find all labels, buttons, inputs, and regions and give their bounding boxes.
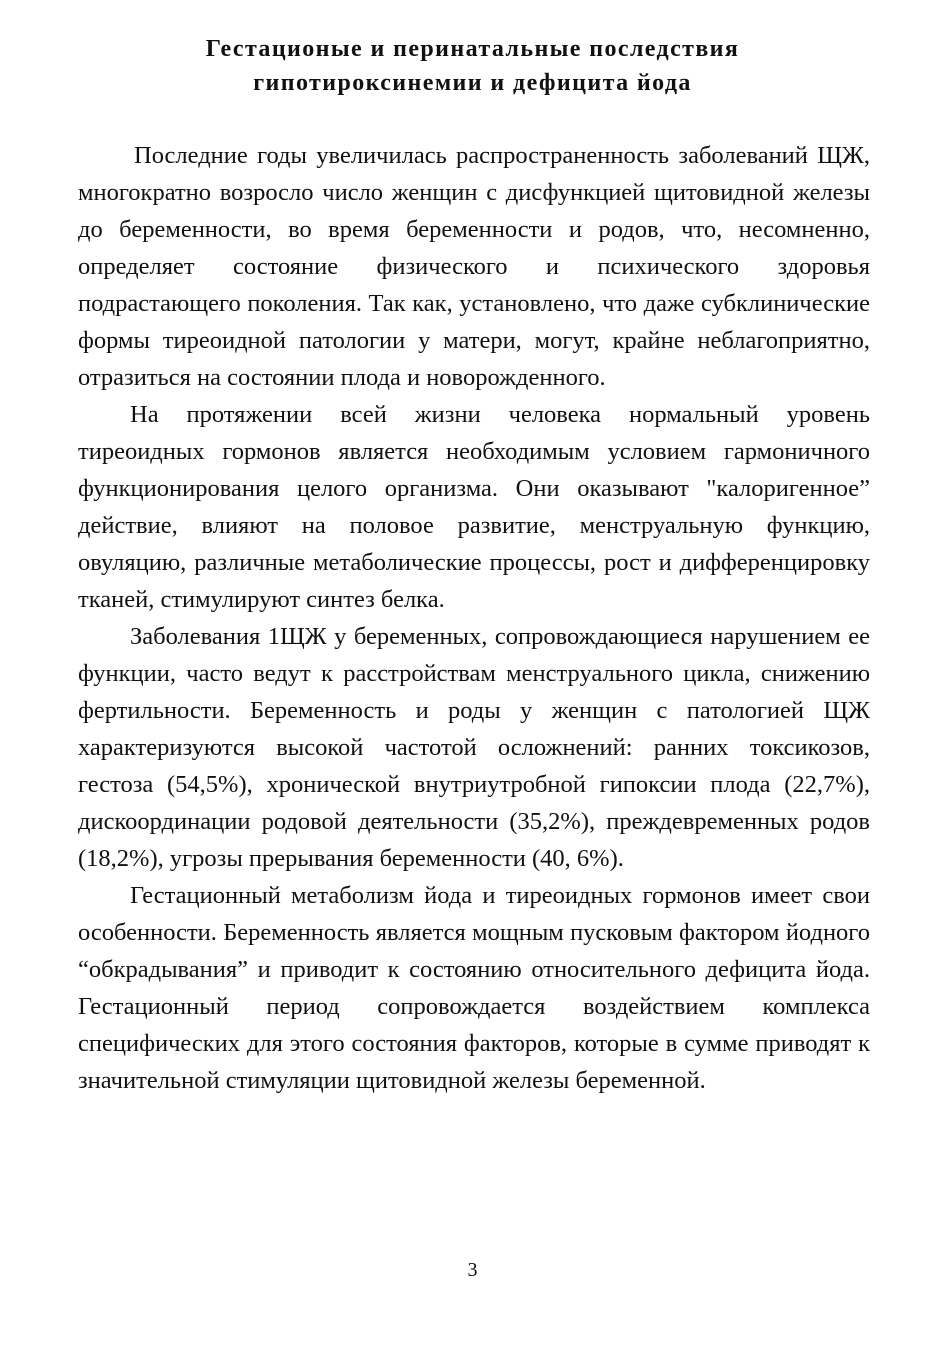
title-line-1: Гестационые и перинатальные последствия [205,36,740,62]
page-title [60,32,885,100]
title-line-2: гипотироксинемии и дефицита йода [253,70,692,96]
paragraph-2: На протяжении всей жизни человека нормальный уровень тиреоидных гормонов является необходимым условием гармоничного функционирования целого организма. Они оказывают "калоригенное” действие, влияют на половое развитие, менструальную функцию, овуляцию, различные метаболические процессы, рост и дифференцировку тканей, стимулируют синтез белка. [78,401,870,613]
paragraph-1: Последние годы увеличилась распространенность заболеваний ЩЖ, многократно возросло число женщин с дисфункцией щитовидной железы до беременности, во время беременности и родов, что, несомненно, определяет состояние физического и психического здоровья подрастающего поколения. Так как, установлено, что даже субклинические формы тиреоидной патологии у матери, могут, крайне неблагоприятно, отразиться на состоянии плода и новорожденного. [78,142,870,391]
paragraph-3: Заболевания 1ЩЖ у беременных, сопровождающиеся нарушением ее функции, часто ведут к расстройствам менструального цикла, снижению фертильности. Беременность и роды у женщин с патологией ЩЖ характеризуются высокой частотой осложнений: ранних токсикозов, гестоза (54,5%), хронической внутриутробной гипоксии плода (22,7%), дискоординации родовой деятельности (35,2%), преждевременных родов (18,2%), угрозы прерывания беременности (40, 6%). [78,623,870,872]
paragraph-4: Гестационный метаболизм йода и тиреоидных гормонов имеет свои особенности. Беременность является мощным пусковым фактором йодного “обкрадывания” и приводит к состоянию относительного дефицита йода. Гестационный период сопровождается воздействием комплекса специфических для этого состояния факторов, которые в сумме приводят к значительной стимуляции щитовидной железы беременной. [78,882,870,1094]
page-number: 3 [467,1259,478,1281]
body-text [78,137,870,1099]
